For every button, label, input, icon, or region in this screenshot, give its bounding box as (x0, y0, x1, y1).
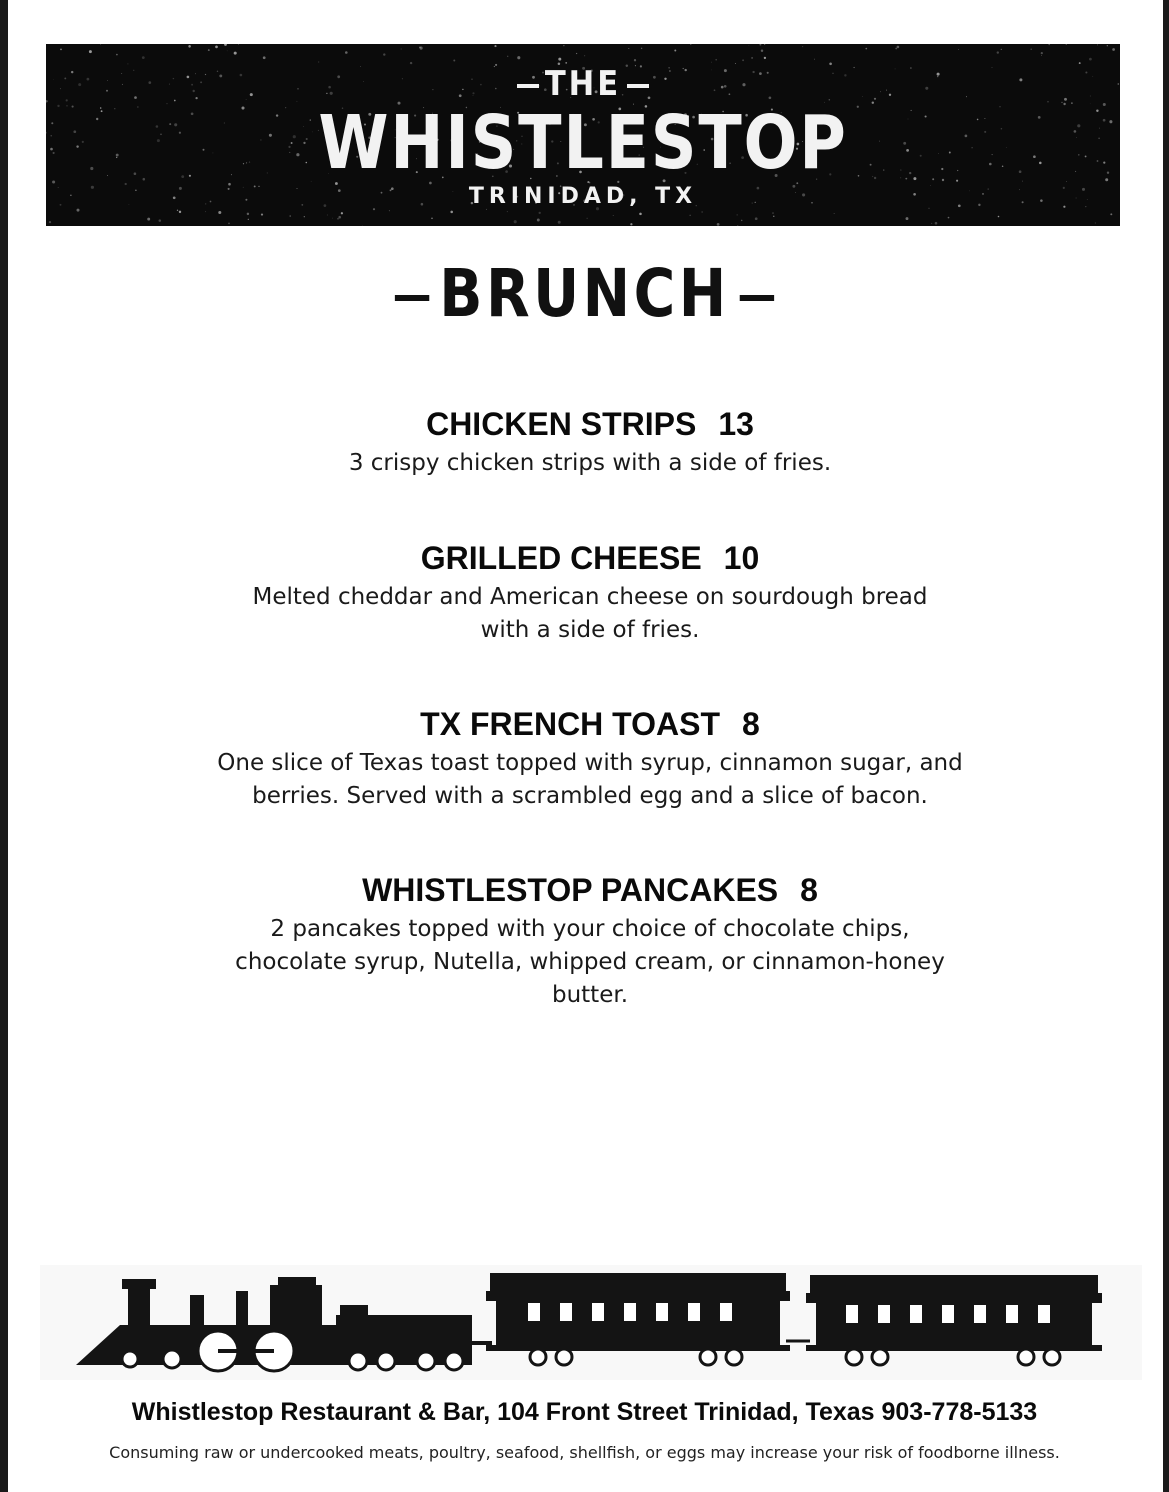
menu-item-description (150, 747, 1030, 813)
menu-item-price: 10 (723, 540, 760, 576)
page-border-left (0, 0, 8, 1492)
description-line: 2 pancakes topped with your choice of chocolate chips, (270, 916, 910, 942)
description-line: 3 crispy chicken strips with a side of fries. (348, 450, 832, 476)
train-illustration (40, 1265, 1142, 1380)
header-banner (46, 44, 1120, 226)
menu-item-name: CHICKEN STRIPS (426, 406, 697, 442)
description-line: berries. Served with a scrambled egg and a slice of bacon. (252, 783, 928, 809)
train-icon (40, 1265, 1142, 1380)
description-line: chocolate syrup, Nutella, whipped cream, or cinnamon-honey (235, 949, 945, 975)
menu-item-name: WHISTLESTOP PANCAKES (362, 872, 779, 908)
restaurant-name: WHISTLESTOP (318, 100, 848, 186)
menu-item-title (150, 705, 1030, 743)
menu-item-title (150, 539, 1030, 577)
menu-item (150, 871, 1030, 1012)
description-line: butter. (551, 982, 629, 1008)
menu-item-name: TX FRENCH TOAST (420, 706, 721, 742)
menu-item-title (150, 871, 1030, 909)
footer-address: Whistlestop Restaurant & Bar, 104 Front Street Trinidad, Texas 903-778-5133 (131, 1398, 1038, 1426)
menu-item (150, 405, 1030, 480)
banner-the-text: THE (544, 64, 622, 104)
menu-item (150, 539, 1030, 647)
food-safety-warning: Consuming raw or undercooked meats, poultry, seafood, shellfish, or eggs may increase your risk of foodborne illness. (109, 1443, 1060, 1462)
menu-item-name: GRILLED CHEESE (420, 540, 702, 576)
description-line: with a side of fries. (480, 617, 700, 643)
menu-item-description (150, 447, 1030, 480)
page-border-right (1163, 0, 1169, 1492)
section-title (82, 255, 1087, 332)
restaurant-city: TRINIDAD, TX (468, 184, 698, 209)
menu-item-price: 8 (800, 872, 818, 908)
menu-item-price: 13 (718, 406, 754, 442)
banner-the (46, 64, 1120, 104)
menu-item-description (150, 913, 1030, 1012)
section-title-text: BRUNCH (439, 255, 730, 332)
menu-item-price: 8 (742, 706, 760, 742)
description-line: Melted cheddar and American cheese on sourdough bread (252, 584, 928, 610)
description-line: One slice of Texas toast topped with syrup, cinnamon sugar, and (217, 750, 963, 776)
menu-item-description (150, 581, 1030, 647)
menu-item-title (150, 405, 1030, 443)
menu-item (150, 705, 1030, 813)
